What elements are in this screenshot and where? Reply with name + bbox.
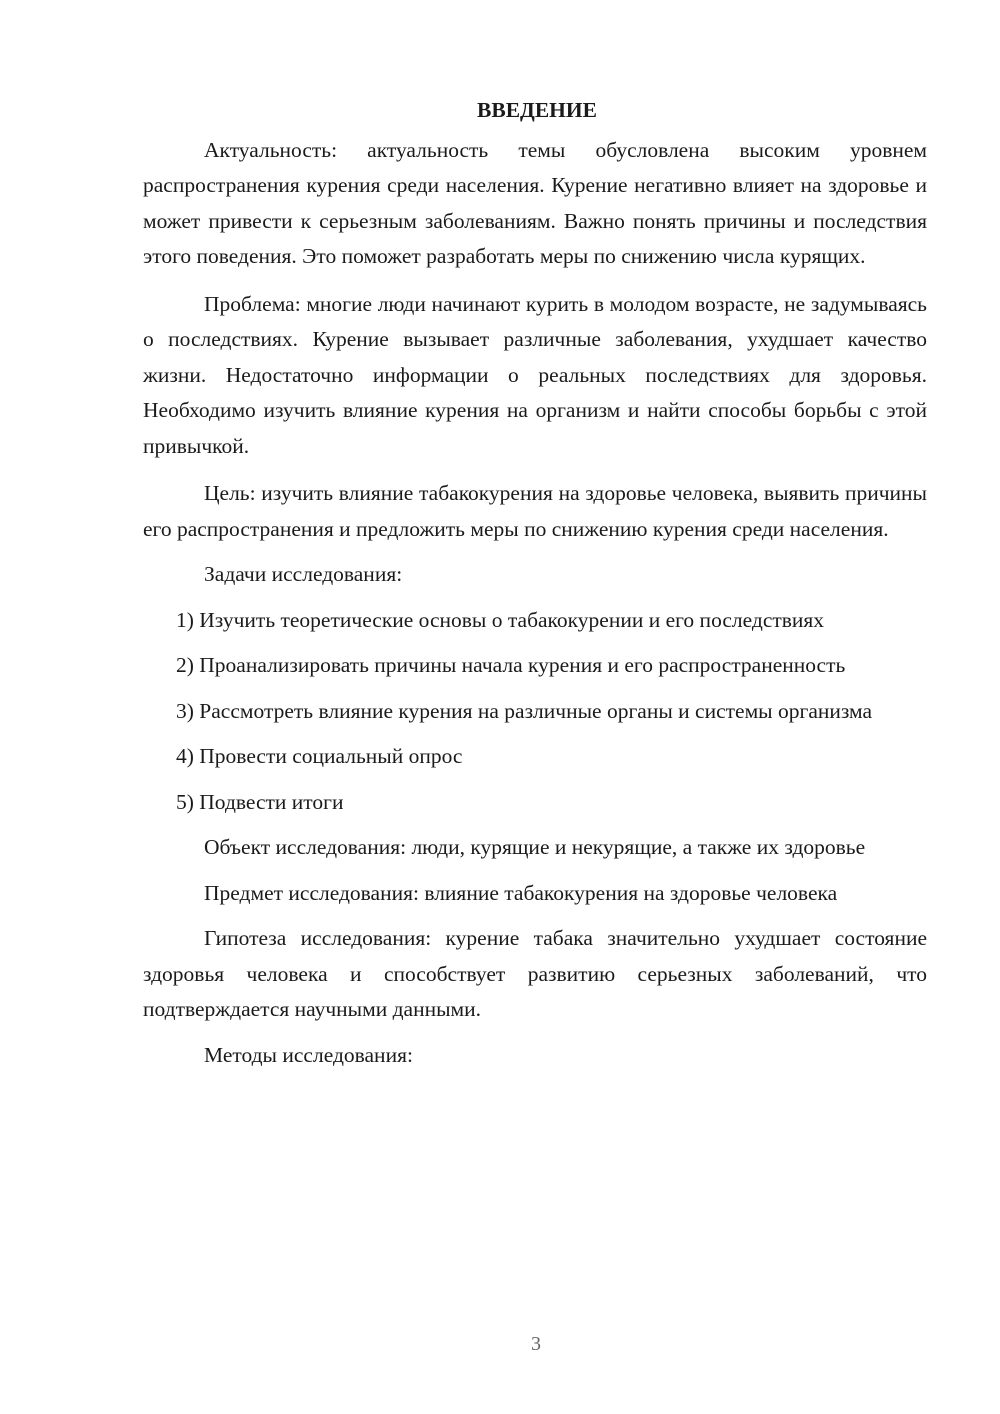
task-item-5: 5) Подвести итоги — [176, 789, 344, 814]
paragraph-goal: Цель: изучить влияние табакокурения на здоровье человека, выявить причины его распространения и предложить меры по снижению курения среди населения. — [143, 481, 927, 541]
paragraph-object: Объект исследования: люди, курящие и некурящие, а также их здоровье — [204, 835, 866, 859]
methods-heading: Методы исследования: — [204, 1042, 413, 1067]
paragraph-hypothesis: Гипотеза исследования: курение табака значительно ухудшает состояние здоровья человека и способствует развитию серьезных заболеваний, что подтверждается научными данными. — [143, 926, 927, 1021]
page-title: ВВЕДЕНИЕ — [477, 98, 597, 122]
tasks-heading: Задачи исследования: — [204, 562, 403, 586]
task-item-3: 3) Рассмотреть влияние курения на различные органы и системы организма — [176, 698, 873, 723]
page-content — [143, 93, 927, 1073]
paragraph-relevance: Актуальность: актуальность темы обусловлена высоким уровнем распространения курения среди населения. Курение негативно влияет на здоровье и может привести к серьезным заболеваниям. Важно понять причины и последствия этого поведения. Это поможет разработать меры по снижению числа курящих. — [143, 137, 927, 268]
paragraph-problem: Проблема: многие люди начинают курить в молодом возрасте, не задумываясь о последствиях. Курение вызывает различные заболевания, ухудшает качество жизни. Недостаточно информации о реальных последствиях для здоровья. Необходимо изучить влияние курения на организм и найти способы борьбы с этой привычкой. — [143, 291, 927, 458]
task-item-4: 4) Провести социальный опрос — [176, 744, 463, 768]
paragraph-subject: Предмет исследования: влияние табакокурения на здоровье человека — [204, 880, 838, 905]
task-item-2: 2) Проанализировать причины начала курения и его распространенность — [176, 653, 846, 677]
page-number: 3 — [531, 1333, 541, 1355]
task-item-1: 1) Изучить теоретические основы о табакокурении и его последствиях — [176, 607, 825, 632]
